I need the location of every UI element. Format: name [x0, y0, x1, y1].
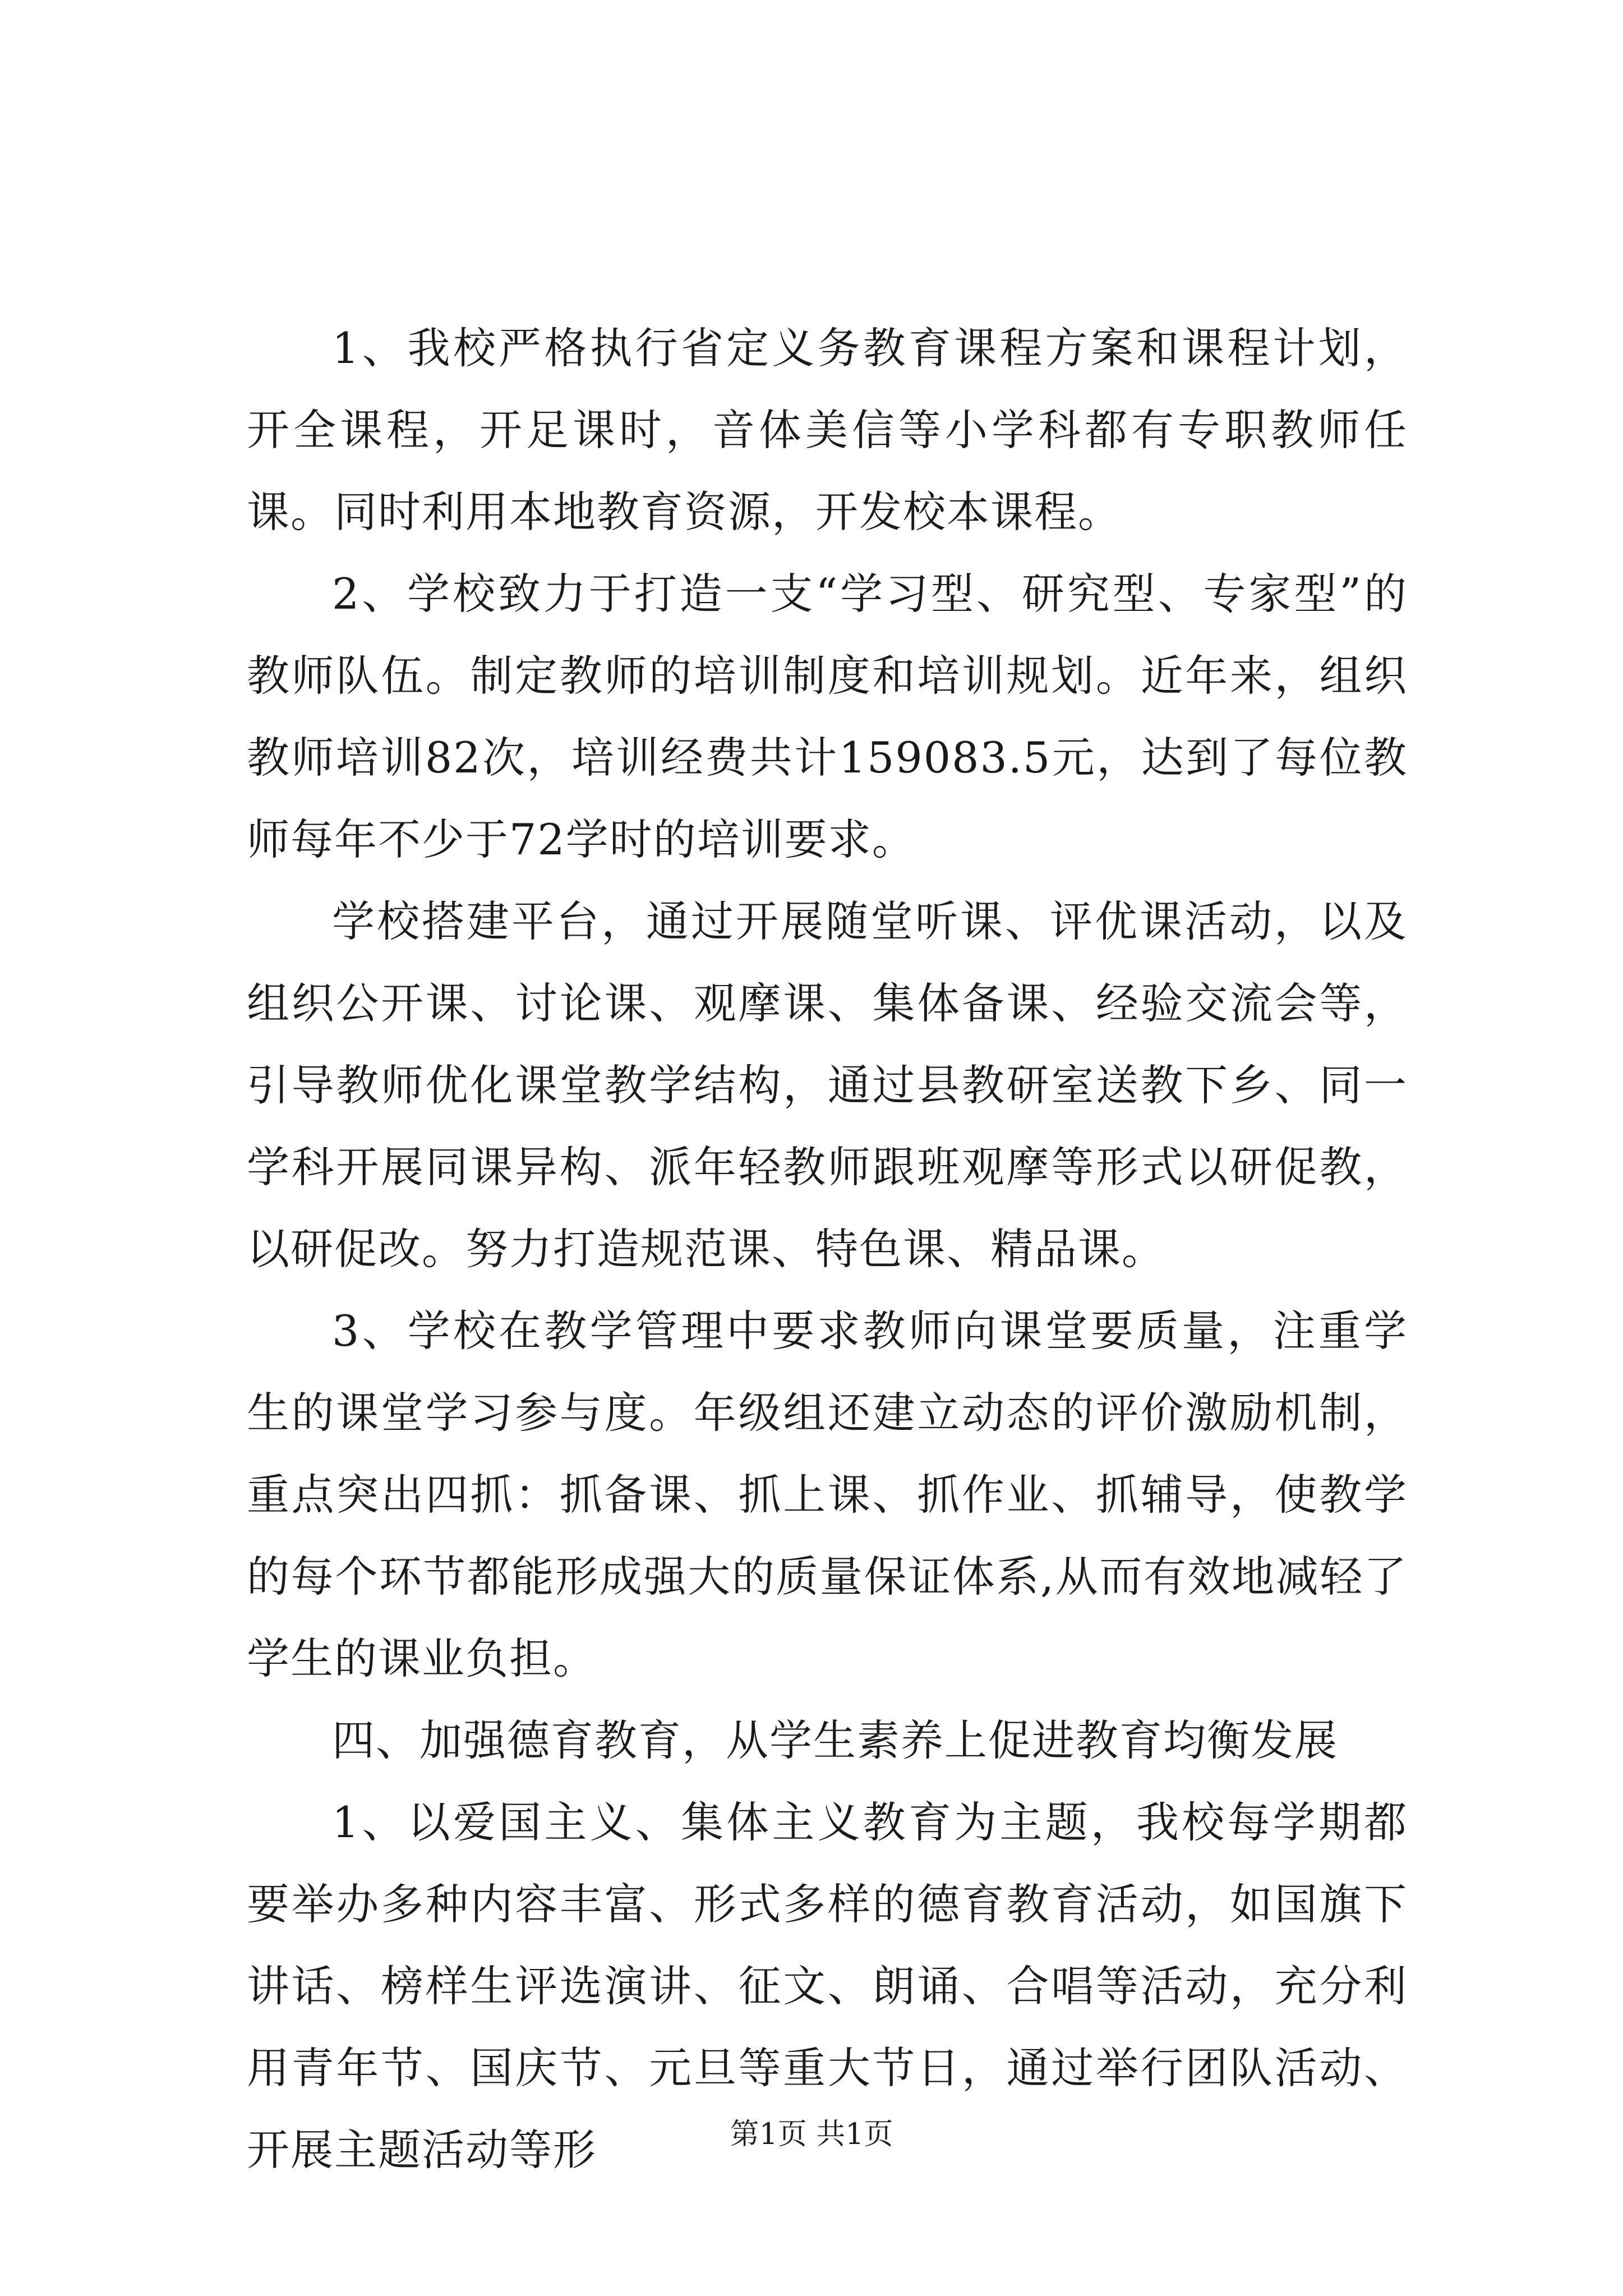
paragraph-teacher-training: 2、学校致力于打造一支“学习型、研究型、专家型”的教师队伍。制定教师的培训制度和培训规划。近年来，组织教师培训82次，培训经费共计159083.5元，达到了每位教师每年不少于72学时的培训要求。	[247, 569, 1408, 864]
paragraph-teaching-platform: 学校搭建平台，通过开展随堂听课、评优课活动，以及组织公开课、讨论课、观摩课、集体备课、经验交流会等，引导教师优化课堂教学结构，通过县教研室送教下乡、同一学科开展同课异构、派年轻教师跟班观摩等形式以研促教，以研促改。努力打造规范课、特色课、精品课。	[247, 896, 1408, 1274]
page-footer: 第1页 共1页	[730, 2118, 893, 2151]
document-body	[247, 307, 1408, 2191]
section-heading-moral-education: 四、加强德育教育，从学生素养上促进教育均衡发展	[332, 1715, 1338, 1765]
paragraph-curriculum: 1、我校严格执行省定义务教育课程方案和课程计划，开全课程，开足课时，音体美信等小学科都有专职教师任课。同时利用本地教育资源，开发校本课程。	[247, 323, 1408, 537]
paragraph-patriotic-education: 1、以爱国主义、集体主义教育为主题，我校每学期都要举办多种内容丰富、形式多样的德育教育活动，如国旗下讲话、榜样生评选演讲、征文、朗诵、合唱等活动，充分利用青年节、国庆节、元旦等重大节日，通过举行团队活动、开展主题活动等形	[247, 1797, 1408, 2175]
paragraph-teaching-management: 3、学校在教学管理中要求教师向课堂要质量，注重学生的课堂学习参与度。年级组还建立动态的评价激励机制，重点突出四抓：抓备课、抓上课、抓作业、抓辅导，使教学的每个环节都能形成强大的质量保证体系,从而有效地减轻了学生的课业负担。	[247, 1306, 1408, 1683]
